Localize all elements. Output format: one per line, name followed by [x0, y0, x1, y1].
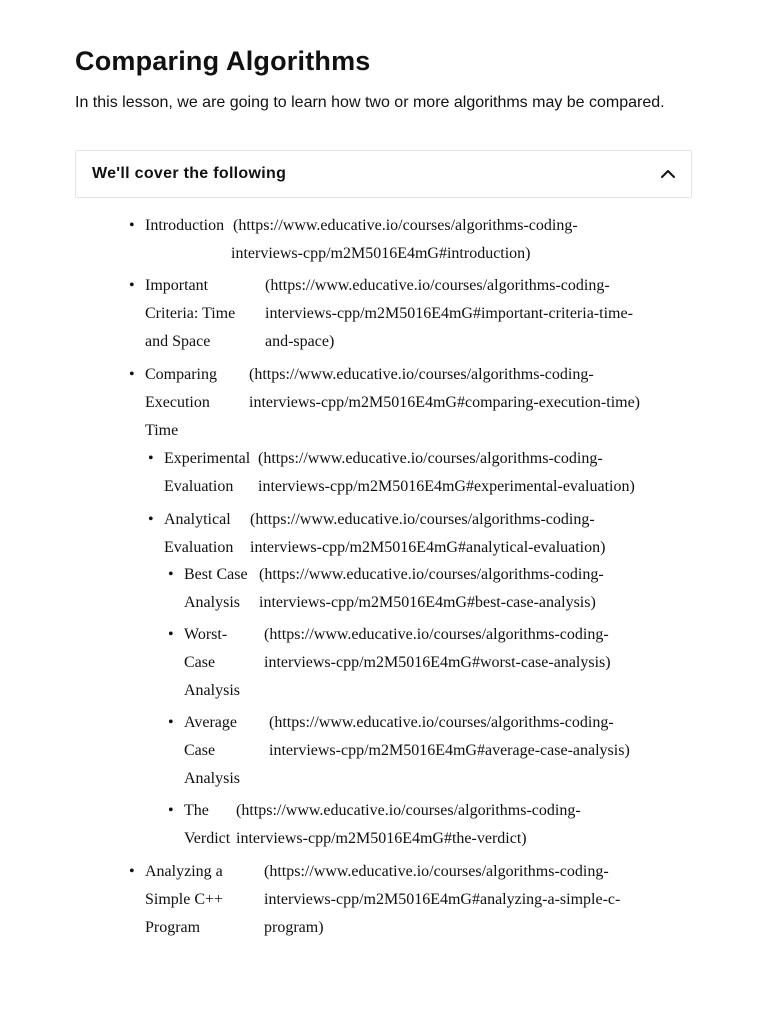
toc-url-line: (https://www.educative.io/courses/algorithms-coding- [264, 626, 609, 643]
toc-label-line: Evaluation [164, 539, 234, 556]
toc-url-line: (https://www.educative.io/courses/algorithms-coding- [264, 863, 609, 880]
toc-link-label[interactable] [184, 621, 240, 705]
toc-url-line: interviews-cpp/m2M5016E4mG#experimental-evaluation) [258, 478, 635, 495]
toc-url-line: interviews-cpp/m2M5016E4mG#average-case-analysis) [269, 742, 630, 759]
toc-label-line: Analyzing a [145, 863, 223, 880]
toc-label-line: Best Case [184, 566, 248, 583]
toc-url-line: (https://www.educative.io/courses/algorithms-coding- [236, 802, 581, 819]
toc-link-url[interactable] [265, 272, 633, 356]
bullet-icon: • [148, 450, 154, 467]
bullet-icon: • [168, 566, 174, 583]
bullet-icon: • [168, 802, 174, 819]
toc-link-label[interactable] [184, 561, 248, 617]
toc-link-label[interactable] [145, 858, 223, 942]
chevron-up-icon[interactable] [659, 165, 677, 183]
toc-label-line: Analysis [184, 682, 240, 699]
lesson-intro: In this lesson, we are going to learn how two or more algorithms may be compared. [75, 94, 665, 111]
toc-link-url[interactable] [258, 445, 635, 501]
bullet-icon: • [148, 511, 154, 528]
toc-url-line: interviews-cpp/m2M5016E4mG#the-verdict) [236, 830, 527, 847]
toc-label-line: Average [184, 714, 237, 731]
toc-url-line: (https://www.educative.io/courses/algorithms-coding- [259, 566, 604, 583]
toc-link-url[interactable] [264, 621, 611, 677]
toc-link-label[interactable] [164, 445, 250, 501]
toc-link-label[interactable] [184, 797, 230, 853]
toc-url-line: interviews-cpp/m2M5016E4mG#introduction) [231, 245, 531, 262]
toc-label-line: Case [184, 654, 216, 671]
toc-url-line: interviews-cpp/m2M5016E4mG#important-criteria-time- [265, 305, 633, 322]
toc-label-line: Introduction [145, 217, 225, 234]
toc-label-line: Case [184, 742, 216, 759]
bullet-icon: • [129, 277, 135, 294]
toc-link-url[interactable] [259, 561, 604, 617]
toc-url-line: (https://www.educative.io/courses/algorithms-coding- [258, 450, 603, 467]
toc-url-line: program) [264, 919, 324, 936]
toc-label-line: Program [145, 919, 201, 936]
toc-label-line: Analysis [184, 770, 240, 787]
toc-link-url[interactable] [250, 506, 605, 562]
bullet-icon: • [168, 626, 174, 643]
toc-label-line: and Space [145, 333, 211, 350]
toc-label-line: Evaluation [164, 478, 234, 495]
toc-label-line: The [184, 802, 209, 819]
toc-url-line: (https://www.educative.io/courses/algorithms-coding- [250, 511, 595, 528]
toc-url-line: interviews-cpp/m2M5016E4mG#worst-case-analysis) [264, 654, 611, 671]
toc-link-label[interactable] [145, 361, 217, 445]
toc-label-line: Criteria: Time [145, 305, 236, 322]
toc-link-label[interactable] [184, 709, 240, 793]
toc-label-line: Time [145, 422, 179, 439]
toc-link-url[interactable] [264, 858, 620, 942]
toc-toggle-header[interactable] [75, 150, 692, 198]
toc-label-line: Worst- [184, 626, 228, 643]
toc-link-url[interactable] [145, 212, 578, 268]
toc-url-line: interviews-cpp/m2M5016E4mG#analytical-evaluation) [250, 539, 606, 556]
toc-label-line: Analytical [164, 511, 231, 528]
toc-link-label[interactable] [164, 506, 233, 562]
toc-label-line: Analysis [184, 594, 240, 611]
bullet-icon: • [129, 863, 135, 880]
toc-url-line: (https://www.educative.io/courses/algorithms-coding- [233, 217, 578, 234]
toc-url-line: and-space) [265, 333, 335, 350]
toc-link-url[interactable] [269, 709, 630, 765]
toc-label-line: Experimental [164, 450, 251, 467]
page-title: Comparing Algorithms [75, 46, 371, 76]
toc-label-line: Comparing [145, 366, 217, 383]
toc-link-label[interactable] [145, 272, 235, 356]
toc-url-line: interviews-cpp/m2M5016E4mG#analyzing-a-simple-c- [264, 891, 621, 908]
toc-url-line: (https://www.educative.io/courses/algorithms-coding- [269, 714, 614, 731]
toc-label-line: Important [145, 277, 209, 294]
toc-url-line: interviews-cpp/m2M5016E4mG#comparing-execution-time) [249, 394, 641, 411]
toc-link-url[interactable] [249, 361, 640, 417]
bullet-icon: • [168, 714, 174, 731]
toc-url-line: interviews-cpp/m2M5016E4mG#best-case-analysis) [259, 594, 596, 611]
bullet-icon: • [129, 366, 135, 383]
toc-url-line: (https://www.educative.io/courses/algorithms-coding- [249, 366, 594, 383]
toc-header-label: We'll cover the following [92, 165, 287, 182]
toc-label-line: Simple C++ [145, 891, 224, 908]
toc-url-line: (https://www.educative.io/courses/algorithms-coding- [265, 277, 610, 294]
toc-label-line: Verdict [184, 830, 231, 847]
toc-label-line: Execution [145, 394, 210, 411]
bullet-icon: • [129, 217, 135, 234]
toc-link-url[interactable] [236, 797, 581, 853]
